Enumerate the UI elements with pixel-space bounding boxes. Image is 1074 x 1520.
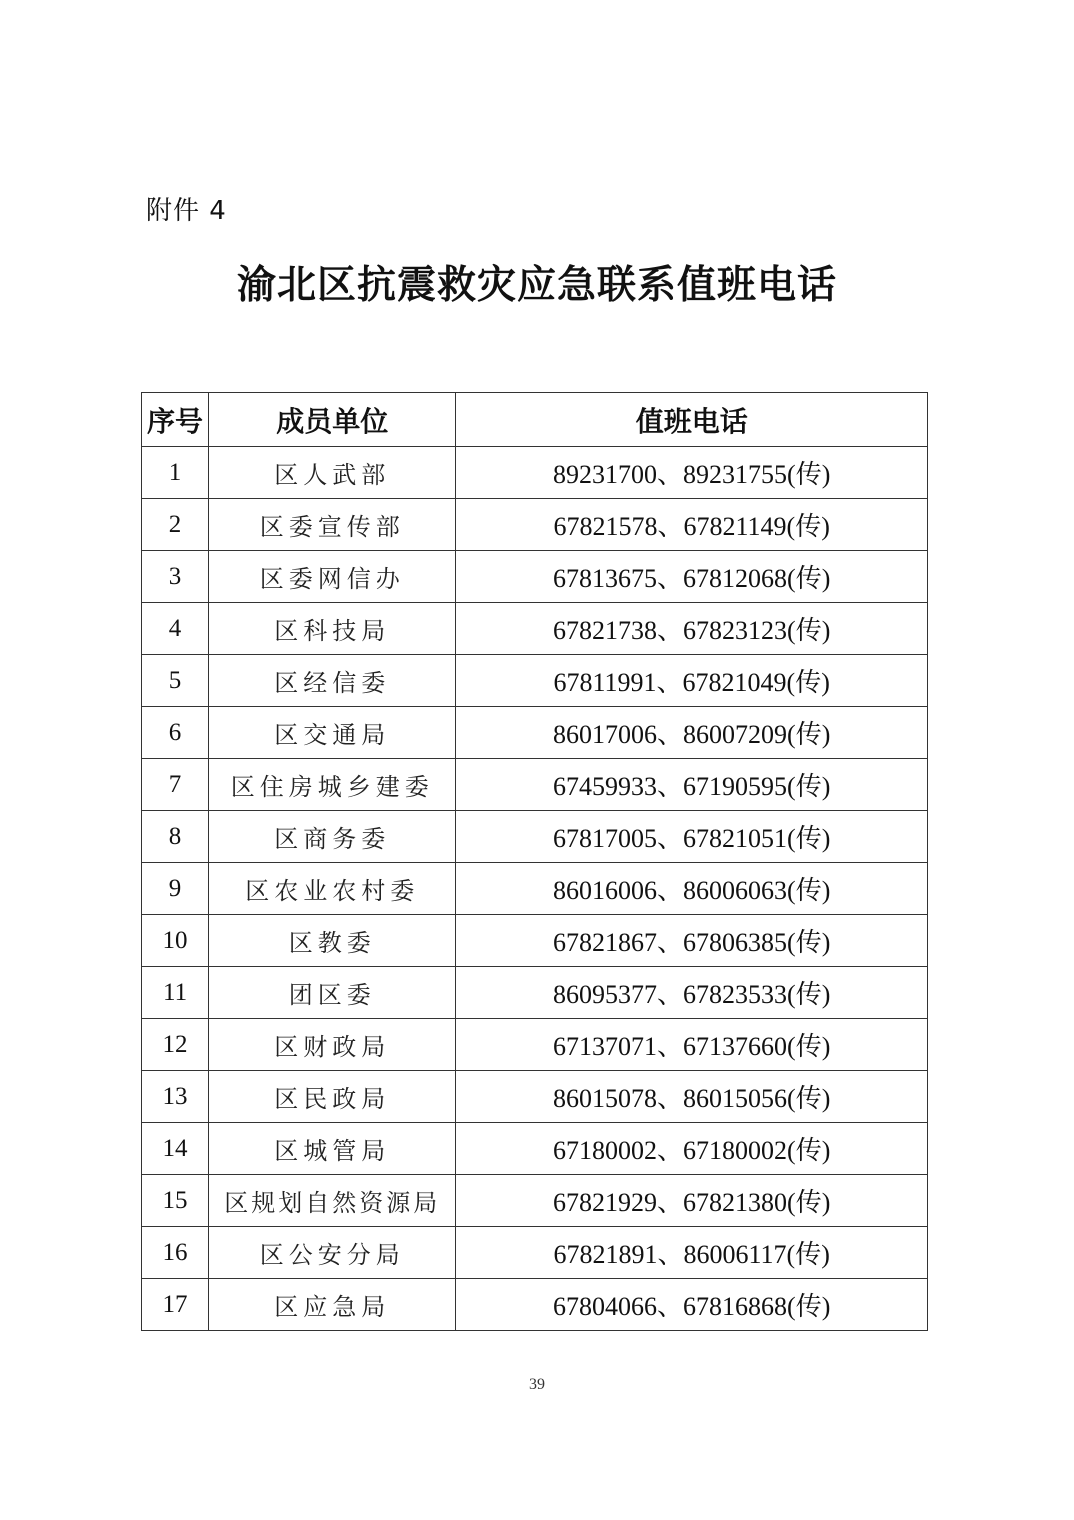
row-index: 11 [142, 967, 209, 1019]
row-index: 12 [142, 1019, 209, 1071]
row-phone: 89231700、89231755(传) [456, 447, 928, 499]
row-phone: 67137071、67137660(传) [456, 1019, 928, 1071]
table-row [142, 915, 928, 967]
row-index: 1 [142, 447, 209, 499]
table-header-row [142, 393, 928, 447]
header-unit: 成员单位 [209, 393, 456, 447]
table-row [142, 551, 928, 603]
table-row [142, 759, 928, 811]
row-unit: 区住房城乡建委 [209, 759, 456, 811]
row-unit: 区城管局 [209, 1123, 456, 1175]
table-row [142, 1175, 928, 1227]
page-number: 39 [529, 1376, 545, 1393]
header-phone: 值班电话 [456, 393, 928, 447]
table-row [142, 1227, 928, 1279]
table-row [142, 863, 928, 915]
row-unit: 区财政局 [209, 1019, 456, 1071]
row-phone: 67180002、67180002(传) [456, 1123, 928, 1175]
row-unit: 区应急局 [209, 1279, 456, 1331]
row-index: 8 [142, 811, 209, 863]
header-index: 序号 [142, 393, 209, 447]
row-phone: 67817005、67821051(传) [456, 811, 928, 863]
row-index: 15 [142, 1175, 209, 1227]
row-unit: 团区委 [209, 967, 456, 1019]
row-phone: 67821891、86006117(传) [456, 1227, 928, 1279]
table-body [142, 447, 928, 1331]
row-index: 14 [142, 1123, 209, 1175]
row-phone: 67821578、67821149(传) [456, 499, 928, 551]
table-row [142, 967, 928, 1019]
page-title: 渝北区抗震救灾应急联系值班电话 [236, 263, 837, 308]
attachment-label: 附件 4 [146, 196, 227, 226]
duty-phone-table [141, 392, 928, 1331]
row-unit: 区规划自然资源局 [209, 1175, 456, 1227]
table-row [142, 1279, 928, 1331]
row-unit: 区委宣传部 [209, 499, 456, 551]
table-row [142, 603, 928, 655]
row-phone: 67811991、67821049(传) [456, 655, 928, 707]
row-phone: 67804066、67816868(传) [456, 1279, 928, 1331]
row-index: 7 [142, 759, 209, 811]
row-unit: 区经信委 [209, 655, 456, 707]
row-phone: 86017006、86007209(传) [456, 707, 928, 759]
row-index: 4 [142, 603, 209, 655]
row-phone: 67821867、67806385(传) [456, 915, 928, 967]
row-index: 3 [142, 551, 209, 603]
row-unit: 区人武部 [209, 447, 456, 499]
table-row [142, 707, 928, 759]
row-phone: 67821929、67821380(传) [456, 1175, 928, 1227]
row-unit: 区农业农村委 [209, 863, 456, 915]
row-phone: 86095377、67823533(传) [456, 967, 928, 1019]
row-phone: 67821738、67823123(传) [456, 603, 928, 655]
row-unit: 区委网信办 [209, 551, 456, 603]
row-unit: 区教委 [209, 915, 456, 967]
row-index: 16 [142, 1227, 209, 1279]
row-phone: 67459933、67190595(传) [456, 759, 928, 811]
row-phone: 86015078、86015056(传) [456, 1071, 928, 1123]
row-index: 9 [142, 863, 209, 915]
row-index: 2 [142, 499, 209, 551]
table-row [142, 447, 928, 499]
row-index: 6 [142, 707, 209, 759]
row-unit: 区交通局 [209, 707, 456, 759]
row-unit: 区科技局 [209, 603, 456, 655]
table-row [142, 1123, 928, 1175]
table-row [142, 1019, 928, 1071]
table-row [142, 1071, 928, 1123]
row-phone: 86016006、86006063(传) [456, 863, 928, 915]
row-unit: 区商务委 [209, 811, 456, 863]
row-index: 17 [142, 1279, 209, 1331]
table-row [142, 499, 928, 551]
row-unit: 区公安分局 [209, 1227, 456, 1279]
row-unit: 区民政局 [209, 1071, 456, 1123]
row-index: 13 [142, 1071, 209, 1123]
row-index: 10 [142, 915, 209, 967]
row-index: 5 [142, 655, 209, 707]
row-phone: 67813675、67812068(传) [456, 551, 928, 603]
table-row [142, 811, 928, 863]
table-row [142, 655, 928, 707]
